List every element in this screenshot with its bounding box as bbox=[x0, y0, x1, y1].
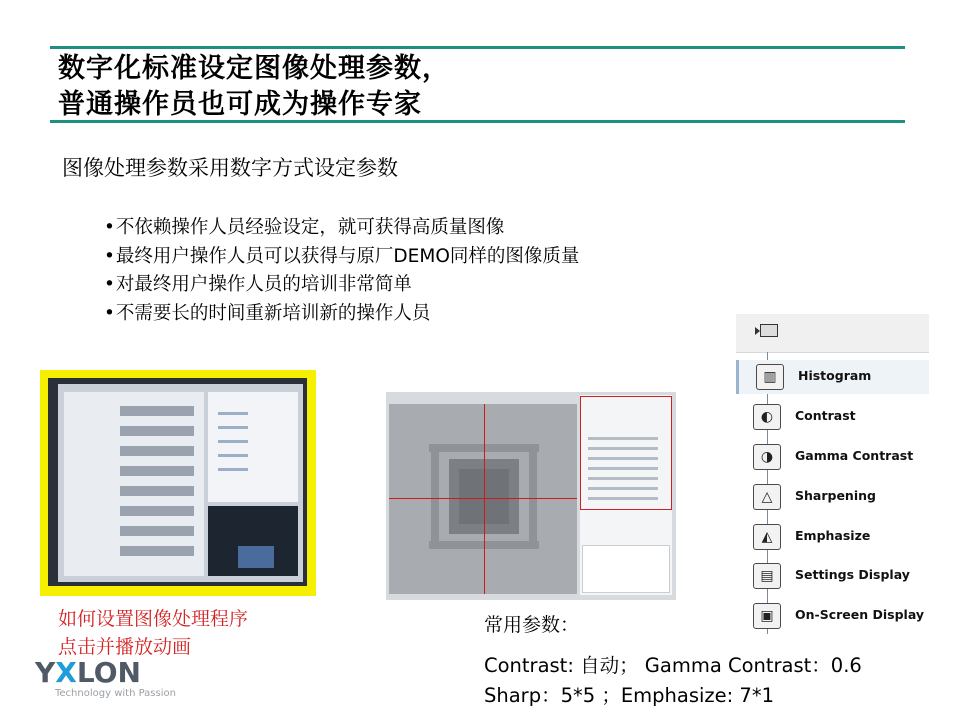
bullet-list bbox=[104, 214, 579, 328]
section-subtitle: 图像处理参数采用数字方式设定参数 bbox=[62, 156, 398, 180]
logo-tagline: Technology with Passion bbox=[55, 688, 176, 699]
monitor-image-pane bbox=[64, 392, 204, 576]
filter-list bbox=[736, 314, 929, 634]
yxlon-logo bbox=[35, 656, 141, 689]
filter-item-on-screen-display[interactable] bbox=[736, 599, 929, 633]
params-line-2: Sharp：5*5 ；Emphasize: 7*1 bbox=[484, 684, 774, 707]
filter-item-gamma-contrast[interactable] bbox=[736, 440, 929, 474]
bullet-item: • 不依赖操作人员经验设定，就可获得高质量图像 bbox=[104, 214, 579, 243]
bullet-item: • 最终用户操作人员可以获得与原厂DEMO同样的图像质量 bbox=[104, 243, 579, 272]
logo-lon: LON bbox=[76, 656, 141, 689]
filter-label: Histogram bbox=[798, 368, 872, 383]
filter-label: Settings Display bbox=[795, 567, 910, 582]
filter-source-icon bbox=[760, 324, 778, 337]
emphasize-icon: ◭ bbox=[753, 524, 781, 550]
top-rule bbox=[50, 46, 905, 49]
monitor-side-panel bbox=[208, 392, 298, 502]
monitor-strip bbox=[120, 426, 194, 436]
monitor-line bbox=[218, 412, 248, 415]
filter-item-contrast[interactable] bbox=[736, 400, 929, 434]
tutorial-caption-line-1: 如何设置图像处理程序 bbox=[58, 608, 249, 630]
monitor-line bbox=[218, 440, 248, 443]
filter-label: On-Screen Display bbox=[795, 607, 925, 622]
tutorial-caption-line-2: 点击并播放动画 bbox=[58, 636, 192, 658]
monitor-line bbox=[218, 468, 248, 471]
common-params-label: 常用参数： bbox=[484, 614, 580, 636]
filter-label: Sharpening bbox=[795, 488, 876, 503]
filter-label: Contrast bbox=[795, 408, 856, 423]
filter-item-emphasize[interactable] bbox=[736, 520, 929, 554]
monitor-strip bbox=[120, 546, 194, 556]
page-title-line-2: 普通操作员也可成为操作专家 bbox=[58, 89, 422, 120]
monitor-line bbox=[218, 426, 248, 429]
bullet-item: • 对最终用户操作人员的培训非常简单 bbox=[104, 271, 579, 300]
bullet-item: • 不需要长的时间重新培训新的操作人员 bbox=[104, 300, 579, 329]
software-screenshot bbox=[386, 392, 676, 600]
highlight-box bbox=[580, 396, 672, 510]
sharpening-icon: △ bbox=[753, 484, 781, 510]
crosshair-horizontal bbox=[389, 498, 577, 499]
monitor-screen bbox=[58, 384, 303, 582]
monitor-strip bbox=[120, 486, 194, 496]
monitor-strip bbox=[120, 406, 194, 416]
panel-lower-box bbox=[582, 545, 670, 593]
monitor-preview-pane bbox=[208, 506, 298, 576]
tutorial-video-thumbnail[interactable] bbox=[40, 370, 316, 596]
lead-column bbox=[431, 449, 439, 544]
logo-y: Y bbox=[35, 656, 56, 689]
title-underline-rule bbox=[50, 120, 905, 123]
gamma-contrast-icon: ◑ bbox=[753, 444, 781, 470]
filter-item-settings-display[interactable] bbox=[736, 559, 929, 593]
filter-label: Emphasize bbox=[795, 528, 871, 543]
page-title-line-1: 数字化标准设定图像处理参数， bbox=[58, 53, 450, 84]
filter-item-histogram[interactable] bbox=[736, 360, 929, 394]
monitor-photo bbox=[48, 378, 307, 586]
logo-x: X bbox=[55, 656, 77, 689]
xray-image bbox=[389, 404, 577, 594]
lead-column bbox=[529, 449, 537, 544]
monitor-strip bbox=[120, 446, 194, 456]
filter-item-sharpening[interactable] bbox=[736, 480, 929, 514]
filter-list-header bbox=[736, 314, 929, 353]
monitor-accent bbox=[238, 546, 274, 568]
settings-display-icon: ▤ bbox=[753, 563, 781, 589]
crosshair-vertical bbox=[484, 404, 485, 594]
monitor-line bbox=[218, 454, 248, 457]
histogram-icon: ▥ bbox=[756, 364, 784, 390]
contrast-icon: ◐ bbox=[753, 404, 781, 430]
filter-label: Gamma Contrast bbox=[795, 448, 914, 463]
params-line-1: Contrast: 自动； Gamma Contrast：0.6 bbox=[484, 654, 862, 677]
on-screen-display-icon: ▣ bbox=[753, 603, 781, 629]
monitor-strip bbox=[120, 526, 194, 536]
monitor-strip bbox=[120, 506, 194, 516]
monitor-strip bbox=[120, 466, 194, 476]
